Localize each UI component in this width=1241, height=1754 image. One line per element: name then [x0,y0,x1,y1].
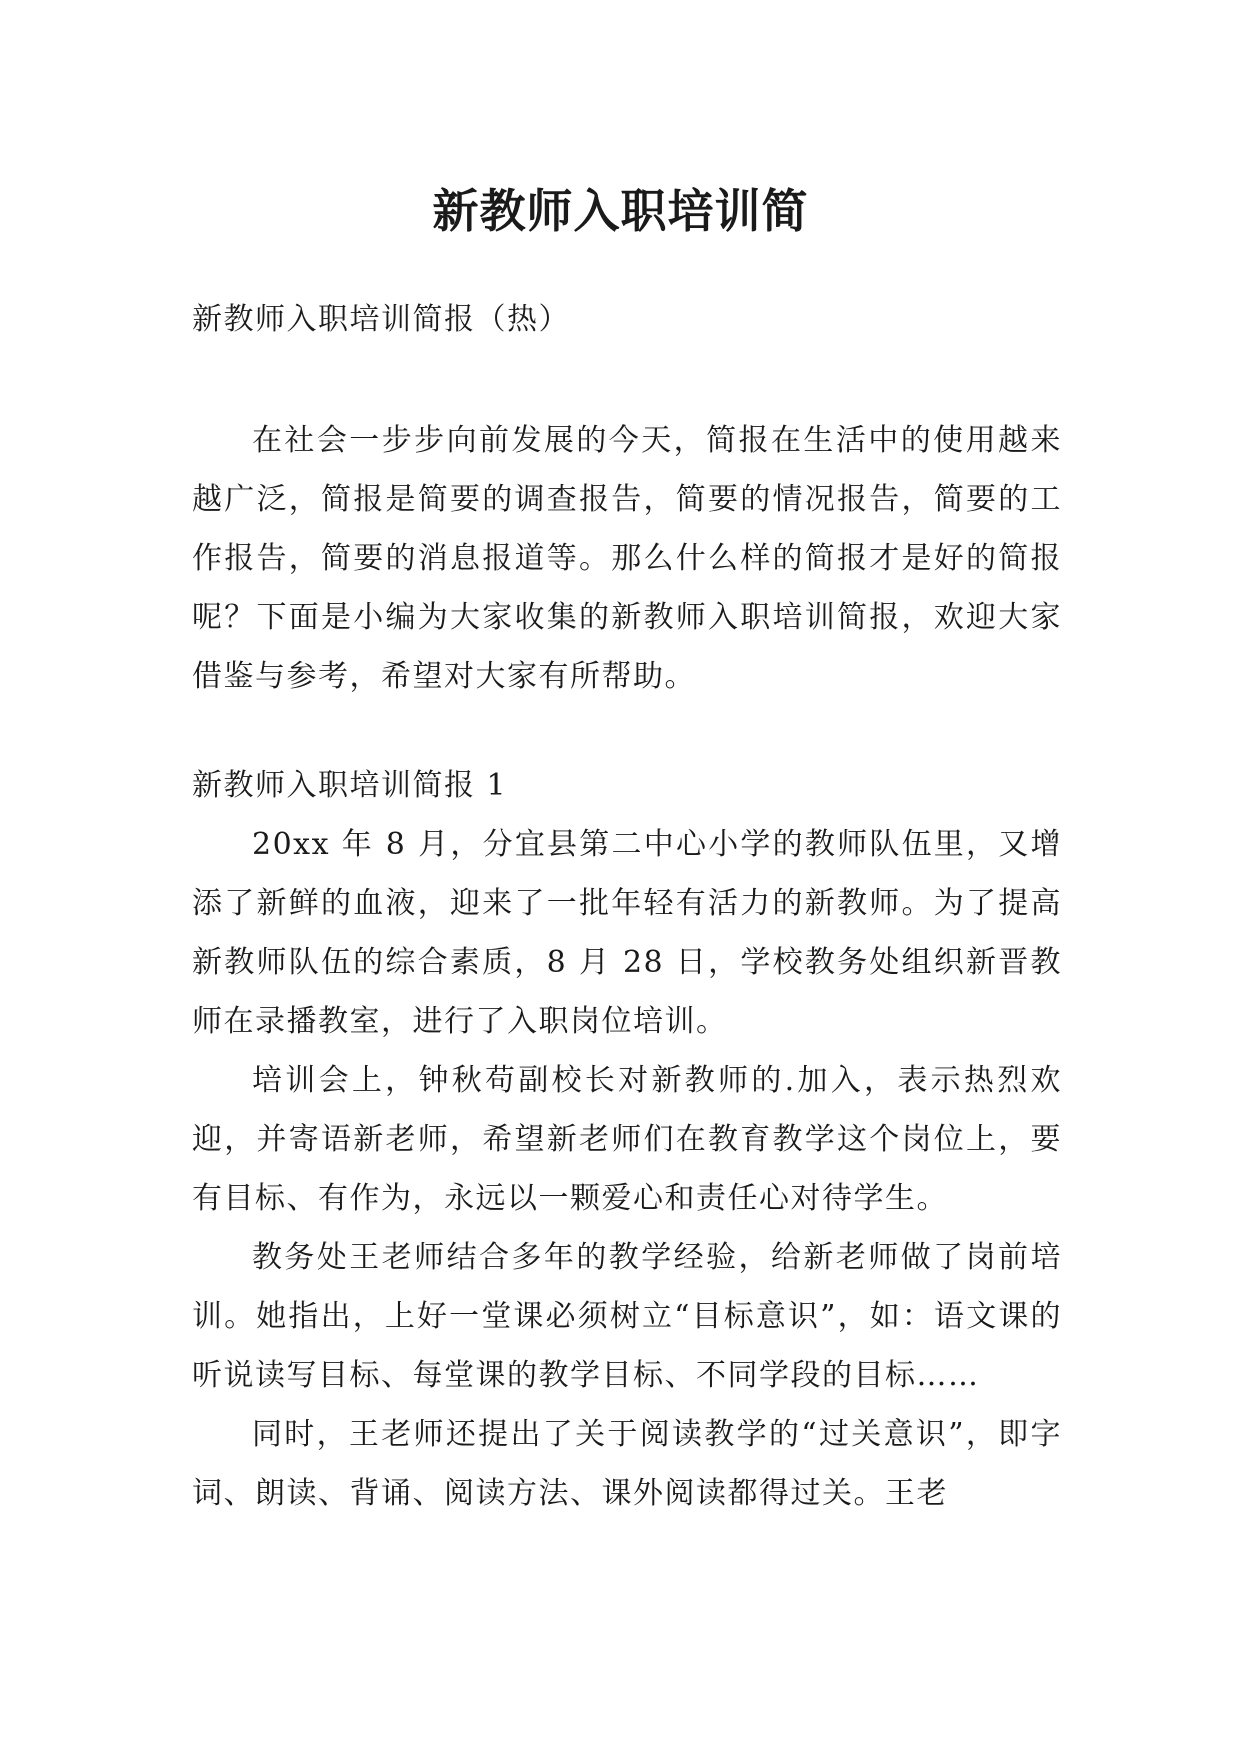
document-title: 新教师入职培训简 [432,183,809,238]
body-paragraph-4: 同时，王老师还提出了关于阅读教学的“过关意识”，即字词、朗读、背诵、阅读方法、课外阅读都得过关。王老 [192,1417,1062,1511]
section-heading: 新教师入职培训简报 1 [192,768,508,803]
document-subtitle: 新教师入职培训简报（热） [192,302,570,337]
body-paragraph-3: 教务处王老师结合多年的教学经验，给新老师做了岗前培训。她指出，上好一堂课必须树立“目标意识”，如：语文课的听说读写目标、每堂课的教学目标、不同学段的目标…… [192,1240,1062,1393]
body-paragraph-2: 培训会上，钟秋苟副校长对新教师的.加入，表示热烈欢迎，并寄语新老师，希望新老师们在教育教学这个岗位上，要有目标、有作为，永远以一颗爱心和责任心对待学生。 [192,1063,1062,1216]
document-body [192,290,1062,1523]
body-paragraph-1: 20xx 年 8 月，分宜县第二中心小学的教师队伍里，又增添了新鲜的血液，迎来了一批年轻有活力的新教师。为了提高新教师队伍的综合素质，8 月 28 日，学校教务处组织新晋教师在录播教室，进行了入职岗位培训。 [192,827,1062,1039]
intro-paragraph: 在社会一步步向前发展的今天，简报在生活中的使用越来越广泛，简报是简要的调查报告，简要的情况报告，简要的工作报告，简要的消息报道等。那么什么样的简报才是好的简报呢？下面是小编为大家收集的新教师入职培训简报，欢迎大家借鉴与参考，希望对大家有所帮助。 [192,423,1062,694]
